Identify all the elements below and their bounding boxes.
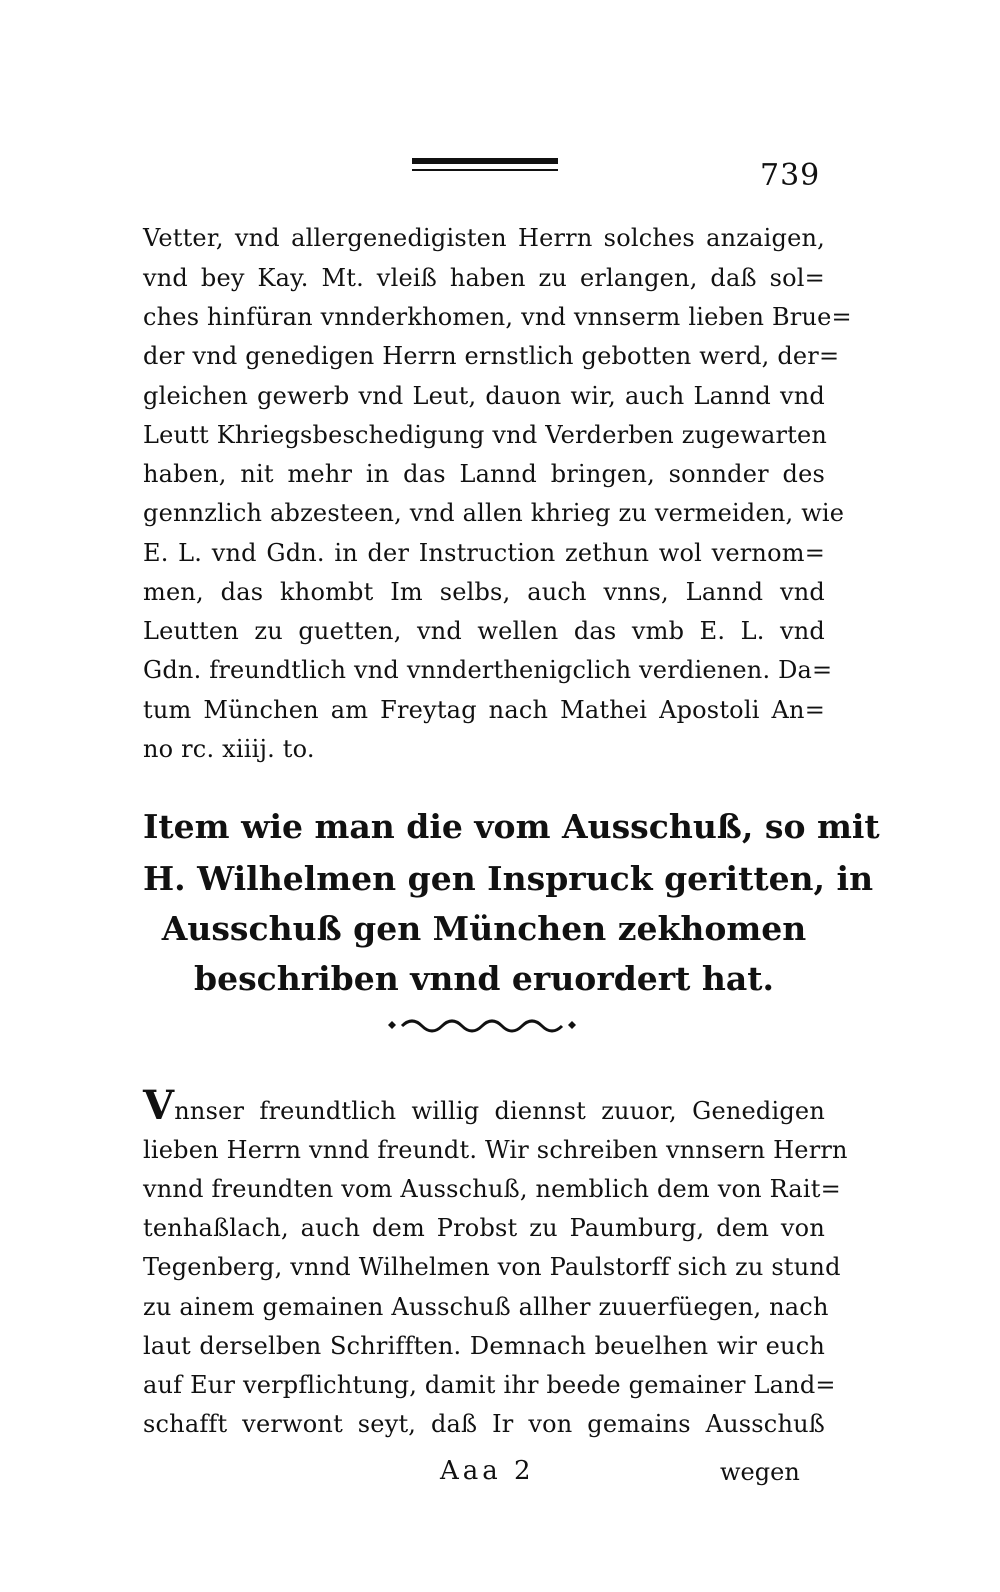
drop-cap: V (143, 1082, 175, 1129)
signature-mark: Aaa 2 (440, 1456, 535, 1486)
body-line: schafft verwont seyt, daß Ir von gemains Ausschuß (143, 1410, 825, 1438)
section-heading-line: Item wie man die vom Ausschuß, so mit (143, 807, 880, 846)
ornament-star-right (568, 1021, 576, 1029)
body-line: laut derselben Schrifften. Demnach beuelhen wir euch (143, 1332, 825, 1360)
body-line: vnnd freundten vom Ausschuß, nemblich dem von Rait= (143, 1175, 841, 1203)
body-line: zu ainem gemainen Ausschuß allher zuuerfüegen, nach (143, 1293, 829, 1321)
catchword: wegen (720, 1458, 800, 1486)
body-line-first (143, 1082, 825, 1129)
header-rule-thin (412, 169, 558, 171)
header-rule-thick (412, 158, 558, 164)
ornament-divider (382, 1015, 582, 1037)
body-line: gleichen gewerb vnd Leut, dauon wir, auch Lannd vnd (143, 382, 825, 410)
body-line: tum München am Freytag nach Mathei Apostoli An= (143, 696, 825, 724)
body-line: der vnd genedigen Herrn ernstlich gebotten werd, der= (143, 342, 840, 370)
body-line: ches hinfüran vnnderkhomen, vnd vnnserm lieben Brue= (143, 303, 852, 331)
first-line-text: nnser freundtlich willig diennst zuuor, Genedigen (174, 1097, 825, 1125)
section-heading-line: beschriben vnnd eruordert hat. (194, 959, 774, 998)
ornament-wave (402, 1021, 562, 1031)
body-line: Leutt Khriegsbeschedigung vnd Verderben zugewarten (143, 421, 828, 449)
section-heading-line: Ausschuß gen München zekhomen (161, 909, 807, 948)
body-line: men, das khombt Im selbs, auch vnns, Lannd vnd (143, 578, 825, 606)
body-line: Vetter, vnd allergenedigisten Herrn solches anzaigen, (143, 224, 825, 252)
body-line: lieben Herrn vnnd freundt. Wir schreiben vnnsern Herrn (143, 1136, 848, 1164)
body-line: gennzlich abzesteen, vnd allen khrieg zu vermeiden, wie (143, 499, 845, 527)
body-line: Gdn. freundtlich vnd vnnderthenigclich verdienen. Da= (143, 656, 833, 684)
ornament-star-left (388, 1021, 396, 1029)
body-line-last: no rc. xiiij. to. (143, 735, 315, 763)
body-line: auf Eur verpflichtung, damit ihr beede gemainer Land= (143, 1371, 836, 1399)
body-line: haben, nit mehr in das Lannd bringen, sonnder des (143, 460, 825, 488)
body-line: Tegenberg, vnnd Wilhelmen von Paulstorff sich zu stund (143, 1253, 841, 1281)
section-heading-line: H. Wilhelmen gen Inspruck geritten, in (143, 859, 874, 898)
body-line: vnd bey Kay. Mt. vleiß haben zu erlangen, daß sol= (143, 264, 825, 292)
body-line: E. L. vnd Gdn. in der Instruction zethun wol vernom= (143, 539, 825, 567)
page-number: 739 (760, 158, 821, 193)
header-double-rule (412, 158, 558, 178)
body-line: tenhaßlach, auch dem Probst zu Paumburg, dem von (143, 1214, 825, 1242)
body-line: Leutten zu guetten, vnd wellen das vmb E. L. vnd (143, 617, 825, 645)
